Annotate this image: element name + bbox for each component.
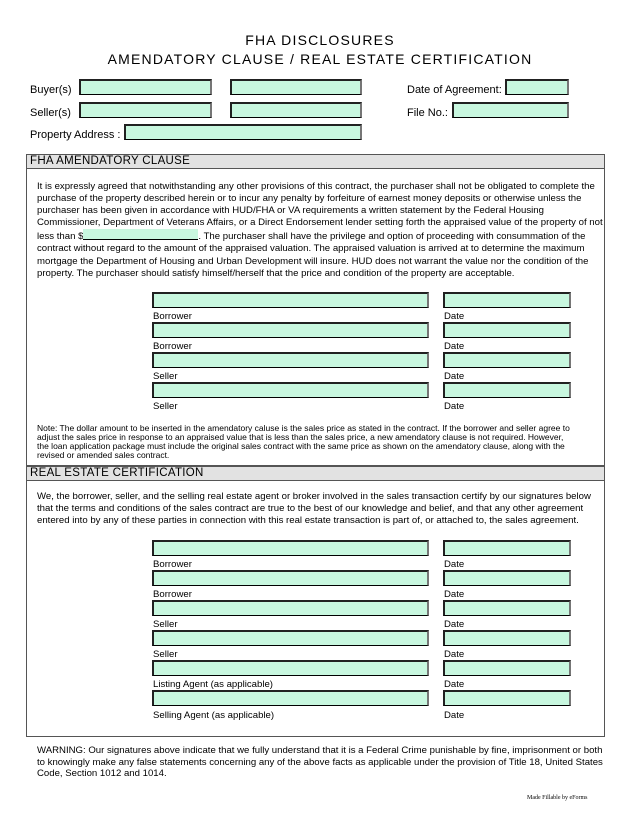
buyer-1-field[interactable] <box>79 79 212 95</box>
appraised-value-field[interactable] <box>83 229 198 240</box>
certification-date-field[interactable] <box>443 540 571 556</box>
amendatory-date-field[interactable] <box>443 322 571 338</box>
made-fillable-note: Made Fillable by eForms <box>527 795 588 801</box>
sellers-label: Seller(s) <box>30 107 71 119</box>
signature-role-label: Seller <box>153 401 178 412</box>
signature-role-label: Seller <box>153 371 178 382</box>
certification-signature-field[interactable] <box>152 570 429 586</box>
seller-1-field[interactable] <box>79 102 212 118</box>
file-no-field[interactable] <box>452 102 569 118</box>
amendatory-date-field[interactable] <box>443 352 571 368</box>
buyers-label: Buyer(s) <box>30 84 72 96</box>
signature-role-label: Listing Agent (as applicable) <box>153 679 273 690</box>
buyer-2-field[interactable] <box>230 79 362 95</box>
amendatory-signature-field[interactable] <box>152 352 429 368</box>
certification-date-field[interactable] <box>443 690 571 706</box>
date-label: Date <box>444 559 465 570</box>
date-label: Date <box>444 341 465 352</box>
date-label: Date <box>444 619 465 630</box>
date-label: Date <box>444 311 465 322</box>
certification-signature-field[interactable] <box>152 630 429 646</box>
date-label: Date <box>444 710 465 721</box>
date-label: Date <box>444 371 465 382</box>
certification-date-field[interactable] <box>443 600 571 616</box>
certification-signature-field[interactable] <box>152 600 429 616</box>
amendatory-section-header: FHA AMENDATORY CLAUSE <box>26 154 605 169</box>
date-label: Date <box>444 679 465 690</box>
signature-role-label: Seller <box>153 619 178 630</box>
signature-role-label: Borrower <box>153 589 192 600</box>
seller-2-field[interactable] <box>230 102 362 118</box>
certification-paragraph: We, the borrower, seller, and the selling real estate agent or broker involved in the sales transaction certify by our signatures below that the terms and conditions of the sales contract are true to the best of our knowledge and belief, and that any other agreement entered into by any of these parties in connection with this real estate transaction is part of, or attached to, the sales agreement. <box>37 491 591 527</box>
amendatory-date-field[interactable] <box>443 382 571 398</box>
signature-role-label: Borrower <box>153 311 192 322</box>
date-label: Date <box>444 589 465 600</box>
amendatory-signature-field[interactable] <box>152 322 429 338</box>
certification-date-field[interactable] <box>443 570 571 586</box>
file-no-label: File No.: <box>407 107 448 119</box>
amendatory-text-part1: It is expressly agreed that notwithstanding any other provisions of this contract, the purchaser shall not be obligated to complete the purchase of the property described herein or to incur any penalty by forfeiture of earnest money deposits or otherwise unless the purchaser has been given in accordance with HUD/FHA or VA requirements a written statement by the Federal Housing Commissioner, Department of Veterans Affairs, or a Direct Endorsement lender setting forth the appraised value of the property of not less than $ <box>37 181 603 243</box>
certification-date-field[interactable] <box>443 630 571 646</box>
warning-text: WARNING: Our signatures above indicate that we fully understand that it is a Federal Crime punishable by fine, imprisonment or both to knowingly make any false statements concerning any of the above facts as applicable under the provision of Title 18, United States Code, Section 1012 and 1014. <box>37 745 603 779</box>
form-title-line1: FHA DISCLOSURES <box>245 32 395 48</box>
certification-signature-field[interactable] <box>152 690 429 706</box>
certification-section-header: REAL ESTATE CERTIFICATION <box>26 466 605 481</box>
signature-role-label: Selling Agent (as applicable) <box>153 710 275 721</box>
signature-role-label: Borrower <box>153 341 192 352</box>
amendatory-date-field[interactable] <box>443 292 571 308</box>
amendatory-text-part2: . The purchaser shall have the privilege and option of proceeding with consummation of the contract without regard to the amount of the appraised valuation. The appraised valuation is arrived at to determine the maximum mortgage the Department of Housing and Urban Development will insure. HUD does not warrant the value nor the condition of the property. The purchaser should satisfy himself/herself that the price and condition of the property are acceptable. <box>37 231 589 279</box>
signature-role-label: Seller <box>153 649 178 660</box>
amendatory-paragraph <box>37 181 609 280</box>
date-of-agreement-label: Date of Agreement: <box>407 84 502 96</box>
amendatory-signature-field[interactable] <box>152 382 429 398</box>
certification-signature-field[interactable] <box>152 540 429 556</box>
certification-date-field[interactable] <box>443 660 571 676</box>
form-title-line2: AMENDATORY CLAUSE / REAL ESTATE CERTIFICATION <box>107 51 533 67</box>
amendatory-signature-field[interactable] <box>152 292 429 308</box>
amendatory-note: Note: The dollar amount to be inserted in the amendatory caluse is the sales price as stated in the contract. If the borrower and seller agree to adjust the sales price in response to an appraised value that is less than the sales price, a new amendatory clause is not required. However, the loan application package must include the original sales contract with the same price as shown on the amendatory clause, along with the revised or amended sales contract. <box>37 423 570 460</box>
property-address-label: Property Address : <box>30 129 121 141</box>
date-label: Date <box>444 649 465 660</box>
date-of-agreement-field[interactable] <box>505 79 569 95</box>
date-label: Date <box>444 401 465 412</box>
signature-role-label: Borrower <box>153 559 192 570</box>
certification-signature-field[interactable] <box>152 660 429 676</box>
property-address-field[interactable] <box>124 124 362 140</box>
